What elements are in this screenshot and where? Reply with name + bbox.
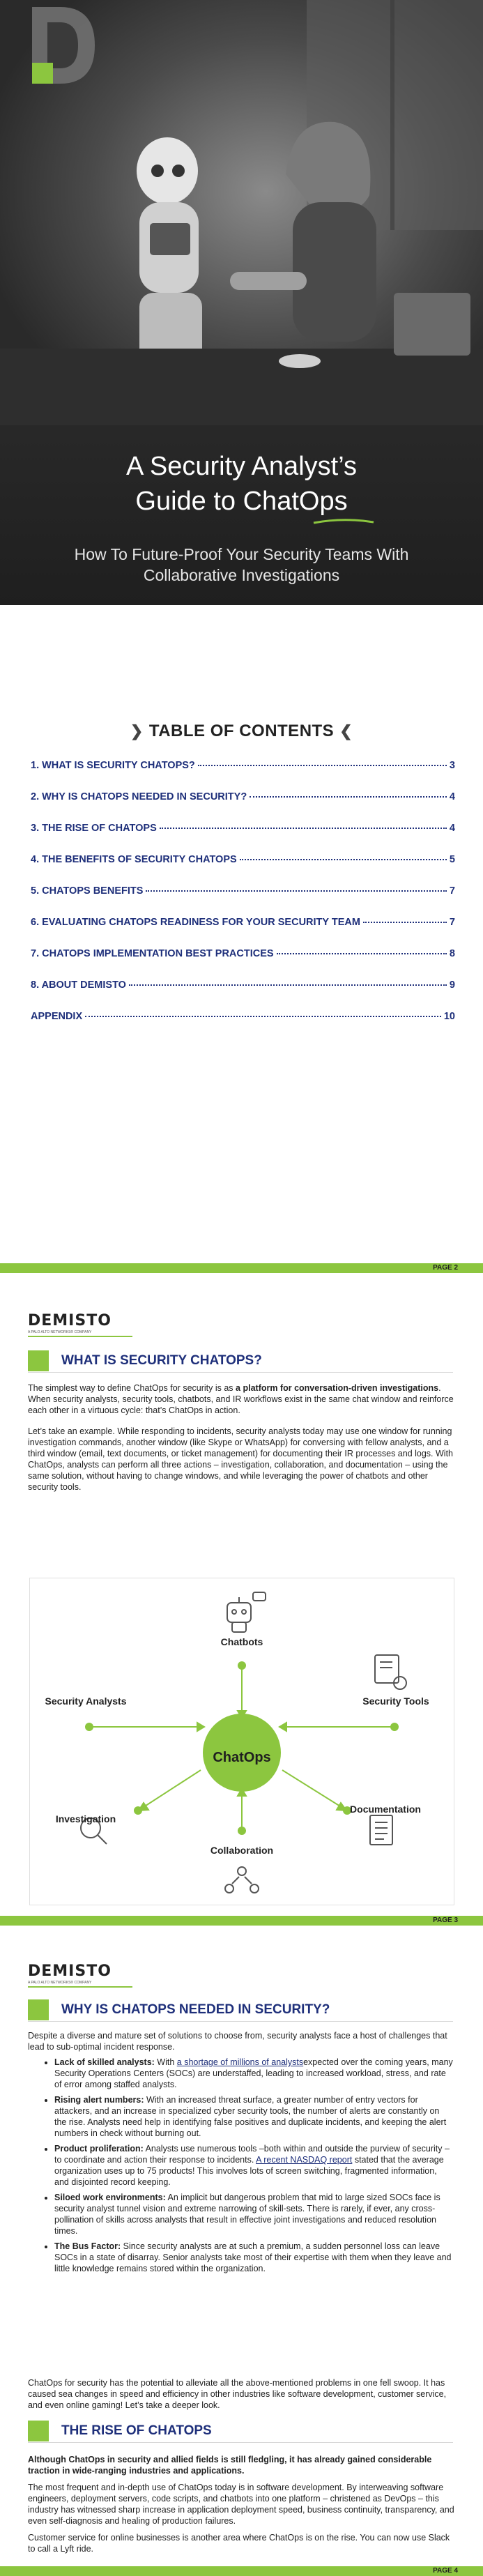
list-item: • Siloed work environments: An implicit but dangerous problem that mid to large sized SOCs face is security analyst tunnel vision and extreme narrowing of skill-sets. There is rarely, if ever, any cross-pollination of skills across analysts that result in effective joint investigations and reduced resolution times. (54, 2192, 453, 2236)
list-item: • Rising alert numbers: With an increased threat surface, a greater number of entry vectors for attackers, and an increase in specialized cyber security tools, the number of alerts are constantly on the rise. Analysts need help in identifying false positives and duplicate incidents, and keeping the alert numbers in check without burning out. (54, 2094, 453, 2139)
node-label-security-analysts: Security Analysts (45, 1695, 127, 1707)
section-title: WHAT IS SECURITY CHATOPS? (61, 1352, 262, 1368)
brand-tagline: A PALO ALTO NETWORKS® COMPANY (28, 1330, 92, 1334)
green-square-icon (28, 1350, 49, 1371)
paragraph: Customer service for online businesses is another area where ChatOps is on the rise. You can now use Slack to call a Lyft ride. (28, 2533, 450, 2554)
robot-figure (137, 137, 202, 376)
brand-logo (28, 1963, 132, 1988)
toc-item[interactable]: 4. THE BENEFITS OF SECURITY CHATOPS 5 (31, 854, 455, 865)
logo-icon (32, 7, 95, 84)
list-item: • The Bus Factor: Since security analysts are at such a premium, a sudden personnel loss can leave SOCs in a state of disarray. Senior analysts take most of their expertise with them when they leave and little knowledge remains stored within the organization. (54, 2241, 453, 2274)
toc-item[interactable]: APPENDIX 10 (31, 1011, 455, 1022)
green-square-icon (28, 1999, 49, 2020)
toc-heading (0, 722, 483, 741)
paragraph: Although ChatOps in security and allied fields is still fledgling, it has already gained considerable traction in wide-ranging industries and applications. (28, 2455, 432, 2476)
node-label-collaboration: Collaboration (210, 1845, 274, 1856)
list-item: • Product proliferation: Analysts use numerous tools –both within and outside the purview of security – to coordinate and action their response to incidents. A recent NASDAQ report stated that the average organization uses up to 75 products! This involves lots of screen switching, fragmented information, and disjointed record keeping. (54, 2143, 453, 2188)
chatops-diagram (29, 1578, 454, 1905)
title-underline-swoosh (312, 517, 375, 526)
toc-list (31, 760, 455, 1042)
node-label-security-tools: Security Tools (362, 1695, 429, 1707)
cover-subtitle-line2: Collaborative Investigations (143, 566, 340, 584)
page-footer-bar (0, 1916, 483, 1926)
shortage-link[interactable]: a shortage of millions of analysts (176, 2057, 304, 2067)
page-number: PAGE 3 (433, 1916, 458, 1924)
cover-title-line1: A Security Analyst’s (126, 452, 357, 481)
page-number: PAGE 2 (433, 1264, 458, 1272)
toc-item[interactable]: 7. CHATOPS IMPLEMENTATION BEST PRACTICES 8 (31, 948, 455, 959)
toc-item[interactable]: 6. EVALUATING CHATOPS READINESS FOR YOUR SECURITY TEAM 7 (31, 917, 455, 928)
documentation-icon (370, 1815, 392, 1845)
section-heading (28, 2419, 453, 2443)
paragraph: The most frequent and in-depth use of ChatOps today is in software development. By interweaving software engineers, deployment servers, code scripts, and chatbots into one platform – christened as DevOps – this industry has witnessed sharp increase in application deployment speed, business continuity, transparency, and even self-diagnosis and healing of production failures. (28, 2483, 454, 2526)
brand-name: DEMISTO (28, 1312, 112, 1329)
section-heading (28, 1349, 453, 1373)
section-title: WHY IS CHATOPS NEEDED IN SECURITY? (61, 2002, 330, 2017)
toc-heading-text: TABLE OF CONTENTS (148, 722, 335, 740)
brand-logo (28, 1312, 132, 1337)
node-label-chatbots: Chatbots (220, 1636, 263, 1647)
collaboration-icon (238, 1867, 246, 1875)
paragraph: The simplest way to define ChatOps for security is as a platform for conversation-driven investigations. When security analysts, security tools, chatbots, and IR workflows exist in the same chat window and reinforce each other in a virtuous cycle: that’s ChatOps in action. (28, 1383, 454, 1415)
list-item: • Lack of skilled analysts: With a shortage of millions of analystsexpected over the coming years, many Security Operations Centers (SOCs) are understaffed, leading to increased workload, stress, and rate of error among staffed analysts. (54, 2057, 453, 2090)
brand-tagline: A PALO ALTO NETWORKS® COMPANY (28, 1981, 92, 1985)
challenge-list (42, 2057, 453, 2278)
chevron-right-icon: ❯ (130, 722, 144, 740)
page-footer-bar (0, 2566, 483, 2576)
brand-name: DEMISTO (28, 1963, 112, 1980)
nasdaq-report-link[interactable]: A recent NASDAQ report (256, 2155, 353, 2165)
section-heading (28, 1998, 453, 2022)
chevron-left-icon: ❮ (339, 722, 353, 740)
node-label-documentation: Documentation (350, 1804, 421, 1815)
paragraph: Despite a diverse and mature set of solutions to choose from, security analysts face a host of challenges that lead to sub-optimal incident response. (28, 2031, 447, 2052)
paragraph: ChatOps for security has the potential to alleviate all the above-mentioned problems in one fell swoop. It has caused sea changes in speed and efficiency in other industries like software development, customer service, and even online gaming! Let’s take a deeper look. (28, 2378, 447, 2410)
node-label-investigation: Investigation (55, 1813, 116, 1824)
toc-item[interactable]: 1. WHAT IS SECURITY CHATOPS? 3 (31, 760, 455, 771)
section-title: THE RISE OF CHATOPS (61, 2423, 212, 2438)
cover-subtitle-line1: How To Future-Proof Your Security Teams With (74, 545, 409, 563)
page-footer-bar (0, 1263, 483, 1273)
toc-item[interactable]: 5. CHATOPS BENEFITS 7 (31, 885, 455, 897)
green-square-icon (28, 2421, 49, 2441)
cover-title-line2: Guide to ChatOps (135, 487, 348, 516)
toc-item[interactable]: 3. THE RISE OF CHATOPS 4 (31, 823, 455, 834)
center-label: ChatOps (213, 1750, 271, 1765)
cover-page (0, 0, 483, 605)
chatbot-icon (227, 1603, 251, 1622)
toc-item[interactable]: 8. ABOUT DEMISTO 9 (31, 980, 455, 991)
toc-item[interactable]: 2. WHY IS CHATOPS NEEDED IN SECURITY? 4 (31, 791, 455, 802)
page-number: PAGE 4 (433, 2567, 458, 2575)
paragraph: Let’s take an example. While responding to incidents, security analysts today may use one window for running investigation commands, another window (like Skype or WhatsApp) for conversing with fellow analysts, and a third window (email, text documents, or ticket management) for documenting their IR processes and logs. With ChatOps, analysts can perform all three actions – investigation, collaboration, and documentation – using the same solution, without having to change windows, and while leveraging the power of chatbots and other security tools. (28, 1426, 453, 1492)
